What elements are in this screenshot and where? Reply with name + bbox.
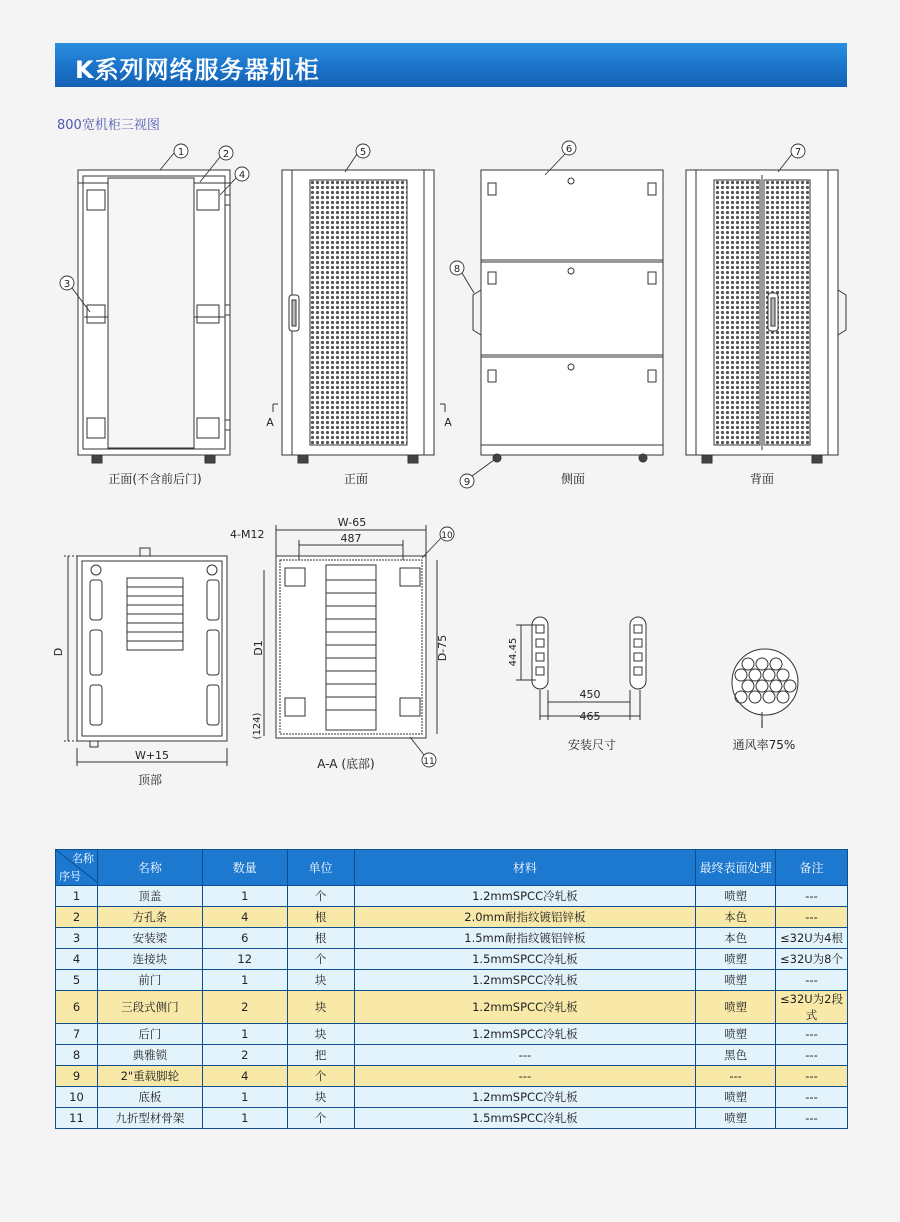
cell-finish: 喷塑 bbox=[696, 1108, 776, 1129]
cell-finish: --- bbox=[696, 1066, 776, 1087]
cell-finish: 喷塑 bbox=[696, 1087, 776, 1108]
dim-465: 465 bbox=[579, 710, 601, 723]
cell-name: 前门 bbox=[97, 970, 202, 991]
cell-name: 底板 bbox=[97, 1087, 202, 1108]
callout-4: 4 bbox=[238, 170, 246, 181]
callout-5: 5 bbox=[359, 147, 367, 158]
cell-unit: 根 bbox=[287, 907, 354, 928]
table-row bbox=[56, 907, 848, 928]
table-row bbox=[56, 928, 848, 949]
cell-name: 安装梁 bbox=[97, 928, 202, 949]
caption-front: 正面 bbox=[343, 472, 369, 486]
header-note: 备注 bbox=[776, 850, 848, 886]
view-front-no-door bbox=[78, 170, 230, 463]
cell-material: --- bbox=[354, 1045, 696, 1066]
caption-install: 安装尺寸 bbox=[567, 738, 617, 752]
section-marker-right: A bbox=[444, 416, 452, 429]
cell-finish: 喷塑 bbox=[696, 886, 776, 907]
dim-4445: 44.45 bbox=[508, 637, 519, 667]
cell-material: 1.5mm耐指纹镀铝锌板 bbox=[354, 928, 696, 949]
cell-qty: 4 bbox=[202, 1066, 287, 1087]
cell-qty: 4 bbox=[202, 907, 287, 928]
cell-qty: 1 bbox=[202, 970, 287, 991]
dim-roman: I bbox=[760, 718, 764, 731]
dim-d1: D1 bbox=[252, 640, 265, 656]
cell-material: --- bbox=[354, 1066, 696, 1087]
cell-finish: 喷塑 bbox=[696, 949, 776, 970]
callout-7: 7 bbox=[794, 147, 802, 158]
cell-qty: 6 bbox=[202, 928, 287, 949]
caption-vent: 通风率75% bbox=[732, 738, 796, 752]
cell-unit: 块 bbox=[287, 991, 354, 1024]
cell-note: --- bbox=[776, 1108, 848, 1129]
cell-note: ≤32U为2段式 bbox=[776, 991, 848, 1024]
table-row bbox=[56, 949, 848, 970]
table-row bbox=[56, 1087, 848, 1108]
cell-unit: 个 bbox=[287, 1108, 354, 1129]
view-side bbox=[473, 170, 663, 462]
dim-450: 450 bbox=[579, 688, 601, 701]
callout-2: 2 bbox=[222, 149, 230, 160]
cell-unit: 块 bbox=[287, 970, 354, 991]
table-row bbox=[56, 1024, 848, 1045]
view-front bbox=[273, 170, 445, 463]
dim-w65: W-65 bbox=[337, 516, 367, 529]
cell-no: 11 bbox=[56, 1108, 98, 1129]
cell-unit: 块 bbox=[287, 1024, 354, 1045]
cell-material: 1.5mmSPCC冷轧板 bbox=[354, 949, 696, 970]
header-qty: 数量 bbox=[202, 850, 287, 886]
cell-name: 顶盖 bbox=[97, 886, 202, 907]
caption-back: 背面 bbox=[749, 472, 775, 486]
table-header-row bbox=[56, 850, 848, 886]
cell-note: ≤32U为8个 bbox=[776, 949, 848, 970]
cell-material: 1.2mmSPCC冷轧板 bbox=[354, 886, 696, 907]
header-name: 名称 bbox=[97, 850, 202, 886]
dim-d: D bbox=[52, 647, 65, 657]
dim-m12: 4-M12 bbox=[230, 528, 265, 541]
cell-no: 9 bbox=[56, 1066, 98, 1087]
cell-finish: 喷塑 bbox=[696, 991, 776, 1024]
cell-no: 8 bbox=[56, 1045, 98, 1066]
cell-qty: 1 bbox=[202, 1024, 287, 1045]
cell-finish: 黑色 bbox=[696, 1045, 776, 1066]
cell-qty: 1 bbox=[202, 1087, 287, 1108]
cell-material: 2.0mm耐指纹镀铝锌板 bbox=[354, 907, 696, 928]
view-back bbox=[686, 170, 846, 463]
view-vent bbox=[732, 649, 798, 720]
cell-finish: 喷塑 bbox=[696, 1024, 776, 1045]
cell-unit: 把 bbox=[287, 1045, 354, 1066]
cell-material: 1.2mmSPCC冷轧板 bbox=[354, 991, 696, 1024]
callout-10: 10 bbox=[441, 531, 453, 541]
cell-finish: 本色 bbox=[696, 907, 776, 928]
callout-1: 1 bbox=[177, 147, 185, 158]
cell-no: 5 bbox=[56, 970, 98, 991]
table-row bbox=[56, 1108, 848, 1129]
cell-material: 1.2mmSPCC冷轧板 bbox=[354, 970, 696, 991]
section-subtitle: 800宽机柜三视图 bbox=[57, 118, 160, 133]
cell-finish: 本色 bbox=[696, 928, 776, 949]
cell-unit: 个 bbox=[287, 1066, 354, 1087]
cell-qty: 1 bbox=[202, 886, 287, 907]
cell-no: 1 bbox=[56, 886, 98, 907]
caption-bottom: A-A (底部) bbox=[317, 757, 375, 771]
cell-material: 1.5mmSPCC冷轧板 bbox=[354, 1108, 696, 1129]
view-bottom bbox=[264, 525, 437, 738]
callout-9: 9 bbox=[463, 477, 471, 488]
cell-qty: 1 bbox=[202, 1108, 287, 1129]
header-finish: 最终表面处理 bbox=[696, 850, 776, 886]
cell-note: --- bbox=[776, 907, 848, 928]
cell-unit: 根 bbox=[287, 928, 354, 949]
cell-name: 九折型材骨架 bbox=[97, 1108, 202, 1129]
cell-qty: 2 bbox=[202, 1045, 287, 1066]
caption-side: 侧面 bbox=[560, 472, 586, 486]
dim-124: (124) bbox=[252, 712, 263, 740]
cell-name: 典雅锁 bbox=[97, 1045, 202, 1066]
page-title: K系列网络服务器机柜 bbox=[75, 56, 320, 84]
table-row bbox=[56, 886, 848, 907]
cell-no: 7 bbox=[56, 1024, 98, 1045]
cell-note: --- bbox=[776, 1045, 848, 1066]
cell-note: --- bbox=[776, 1087, 848, 1108]
cell-name: 连接块 bbox=[97, 949, 202, 970]
cell-note: --- bbox=[776, 1066, 848, 1087]
view-top bbox=[64, 548, 227, 766]
table-row bbox=[56, 1066, 848, 1087]
cell-note: ≤32U为4根 bbox=[776, 928, 848, 949]
cell-note: --- bbox=[776, 970, 848, 991]
dim-w15: W+15 bbox=[134, 749, 170, 762]
cell-name: 后门 bbox=[97, 1024, 202, 1045]
cell-no: 2 bbox=[56, 907, 98, 928]
dim-487: 487 bbox=[340, 532, 362, 545]
table-row bbox=[56, 1045, 848, 1066]
cell-note: --- bbox=[776, 886, 848, 907]
callout-8: 8 bbox=[453, 264, 461, 275]
table-row bbox=[56, 970, 848, 991]
header-corner bbox=[56, 850, 98, 886]
cell-no: 6 bbox=[56, 991, 98, 1024]
cell-material: 1.2mmSPCC冷轧板 bbox=[354, 1087, 696, 1108]
dim-d75: D-75 bbox=[436, 634, 449, 662]
callout-11: 11 bbox=[423, 757, 435, 767]
cell-no: 3 bbox=[56, 928, 98, 949]
cell-no: 10 bbox=[56, 1087, 98, 1108]
caption-top: 顶部 bbox=[137, 773, 163, 787]
cell-unit: 个 bbox=[287, 886, 354, 907]
corner-top-label: 名称 bbox=[71, 852, 94, 865]
header-material: 材料 bbox=[354, 850, 696, 886]
cell-unit: 块 bbox=[287, 1087, 354, 1108]
cell-unit: 个 bbox=[287, 949, 354, 970]
cell-material: 1.2mmSPCC冷轧板 bbox=[354, 1024, 696, 1045]
cell-qty: 2 bbox=[202, 991, 287, 1024]
table-row bbox=[56, 991, 848, 1024]
callout-3: 3 bbox=[63, 279, 71, 290]
cell-note: --- bbox=[776, 1024, 848, 1045]
cell-finish: 喷塑 bbox=[696, 970, 776, 991]
view-install bbox=[516, 617, 646, 720]
header-unit: 单位 bbox=[287, 850, 354, 886]
caption-front-no-door: 正面(不含前后门) bbox=[108, 472, 202, 486]
parts-table bbox=[55, 849, 848, 1129]
corner-bottom-label: 序号 bbox=[59, 870, 81, 883]
cell-name: 三段式侧门 bbox=[97, 991, 202, 1024]
cell-qty: 12 bbox=[202, 949, 287, 970]
cell-name: 方孔条 bbox=[97, 907, 202, 928]
callout-6: 6 bbox=[565, 144, 573, 155]
section-marker-left: A bbox=[266, 416, 274, 429]
cell-name: 2"重载脚轮 bbox=[97, 1066, 202, 1087]
cell-no: 4 bbox=[56, 949, 98, 970]
